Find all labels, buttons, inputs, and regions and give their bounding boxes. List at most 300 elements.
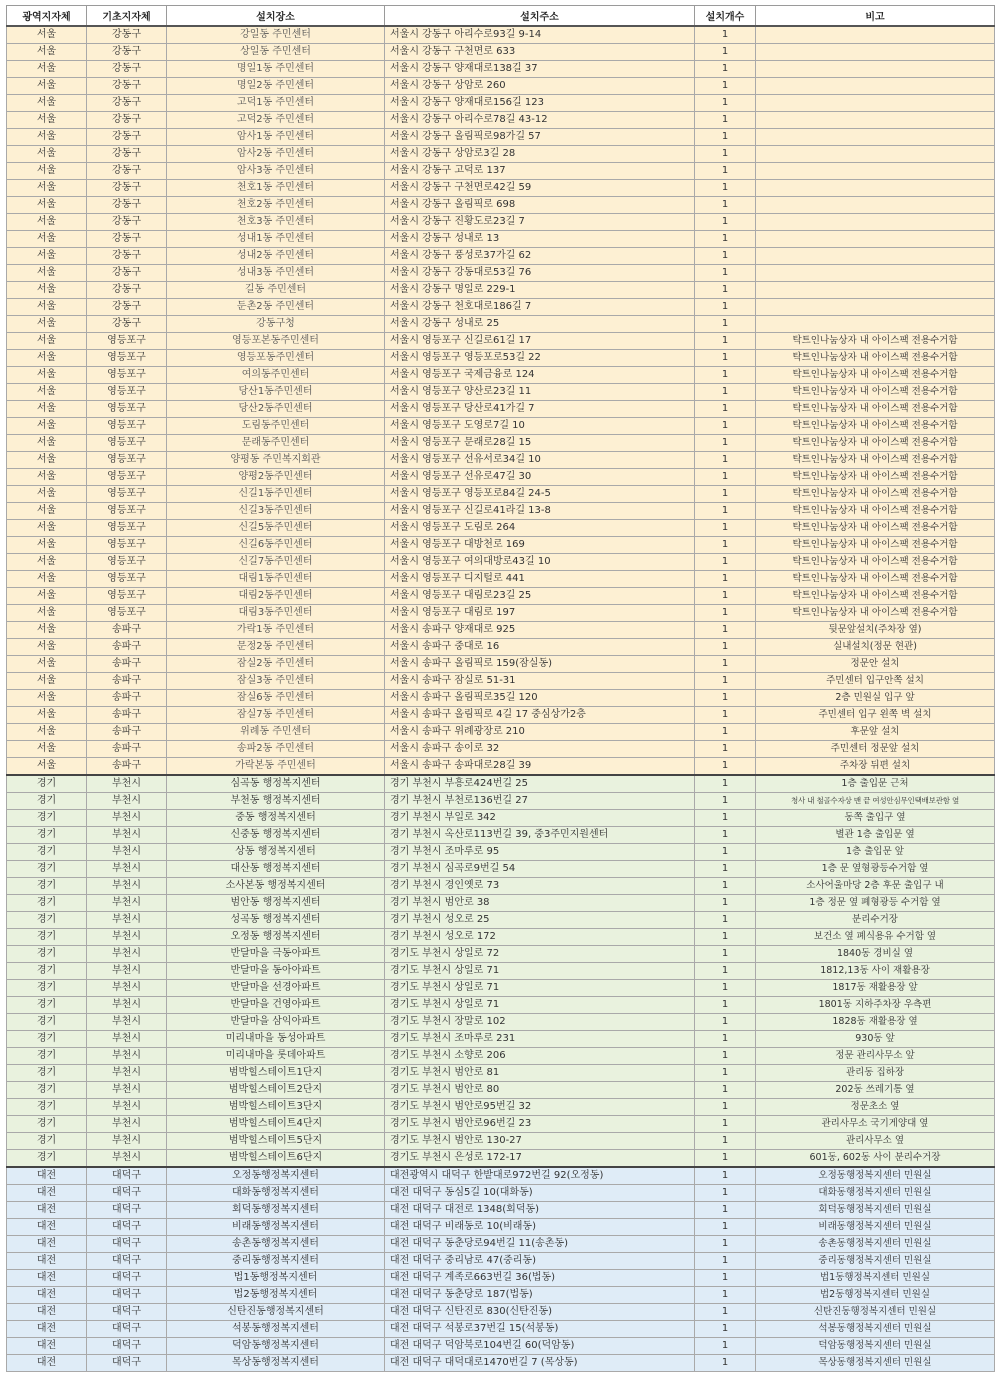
table-row — [7, 418, 995, 435]
header-address: 설치주소 — [385, 6, 695, 27]
cell-count: 1 — [695, 231, 756, 248]
table-row — [7, 180, 995, 197]
table-row — [7, 384, 995, 401]
cell-note: 관리사무소 국기게양대 옆 — [756, 1116, 995, 1133]
cell-local: 영등포구 — [87, 588, 167, 605]
cell-count: 1 — [695, 469, 756, 486]
cell-place: 명일2동 주민센터 — [167, 78, 385, 95]
cell-count: 1 — [695, 214, 756, 231]
cell-count: 1 — [695, 622, 756, 639]
table-row — [7, 537, 995, 554]
cell-local: 영등포구 — [87, 605, 167, 622]
cell-local: 부천시 — [87, 844, 167, 861]
cell-place: 송촌동행정복지센터 — [167, 1236, 385, 1253]
cell-local: 부천시 — [87, 1116, 167, 1133]
cell-address: 서울시 영등포구 신길로61길 17 — [385, 333, 695, 350]
cell-metro: 대전 — [7, 1355, 87, 1372]
cell-address: 서울시 송파구 중대로 16 — [385, 639, 695, 656]
table-row — [7, 435, 995, 452]
cell-metro: 경기 — [7, 775, 87, 793]
cell-place: 반달마을 건영아파트 — [167, 997, 385, 1014]
cell-address: 경기도 부천시 범안로 81 — [385, 1065, 695, 1082]
table-row — [7, 912, 995, 929]
cell-note: 202동 쓰레기통 옆 — [756, 1082, 995, 1099]
cell-note: 탁트인나눔상자 내 아이스팩 전용수거함 — [756, 588, 995, 605]
cell-note: 탁트인나눔상자 내 아이스팩 전용수거함 — [756, 503, 995, 520]
cell-place: 양평2동주민센터 — [167, 469, 385, 486]
cell-metro: 서울 — [7, 486, 87, 503]
cell-place: 도림동주민센터 — [167, 418, 385, 435]
cell-metro: 경기 — [7, 1099, 87, 1116]
cell-place: 가락본동 주민센터 — [167, 758, 385, 776]
cell-place: 대림2동주민센터 — [167, 588, 385, 605]
cell-note: 탁트인나눔상자 내 아이스팩 전용수거함 — [756, 350, 995, 367]
cell-local: 강동구 — [87, 26, 167, 44]
cell-count: 1 — [695, 1014, 756, 1031]
cell-address: 서울시 영등포구 선유로47길 30 — [385, 469, 695, 486]
cell-place: 잠실7동 주민센터 — [167, 707, 385, 724]
cell-address: 대전 대덕구 대전로 1348(회덕동) — [385, 1202, 695, 1219]
header-metro: 광역지자체 — [7, 6, 87, 27]
cell-address: 대전광역시 대덕구 한밭대로972번길 92(오정동) — [385, 1167, 695, 1185]
cell-address: 서울시 강동구 아리수로93길 9-14 — [385, 26, 695, 44]
table-row — [7, 946, 995, 963]
cell-place: 여의동주민센터 — [167, 367, 385, 384]
cell-metro: 경기 — [7, 844, 87, 861]
cell-local: 부천시 — [87, 946, 167, 963]
cell-local: 송파구 — [87, 741, 167, 758]
table-row — [7, 929, 995, 946]
cell-note: 회덕동행정복지센터 민원실 — [756, 1202, 995, 1219]
table-row — [7, 452, 995, 469]
cell-place: 성내3동 주민센터 — [167, 265, 385, 282]
cell-count: 1 — [695, 1321, 756, 1338]
cell-local: 강동구 — [87, 44, 167, 61]
table-row — [7, 78, 995, 95]
header-note: 비고 — [756, 6, 995, 27]
table-row — [7, 112, 995, 129]
cell-address: 서울시 강동구 구천면로 633 — [385, 44, 695, 61]
cell-address: 서울시 강동구 진황도로23길 7 — [385, 214, 695, 231]
header-place: 설치장소 — [167, 6, 385, 27]
cell-note — [756, 231, 995, 248]
cell-place: 당산2동주민센터 — [167, 401, 385, 418]
cell-place: 대림3동주민센터 — [167, 605, 385, 622]
table-row — [7, 741, 995, 758]
cell-note: 1812,13동 사이 재활용장 — [756, 963, 995, 980]
cell-place: 중동 행정복지센터 — [167, 810, 385, 827]
cell-local: 대덕구 — [87, 1338, 167, 1355]
cell-address: 서울시 송파구 올림픽로 159(잠실동) — [385, 656, 695, 673]
cell-local: 송파구 — [87, 622, 167, 639]
cell-local: 부천시 — [87, 827, 167, 844]
cell-address: 경기 부천시 옥산로113번길 39, 중3주민지원센터 — [385, 827, 695, 844]
cell-count: 1 — [695, 401, 756, 418]
cell-local: 부천시 — [87, 775, 167, 793]
cell-address: 경기도 부천시 범안로95번길 32 — [385, 1099, 695, 1116]
cell-place: 반달마을 동아아파트 — [167, 963, 385, 980]
cell-count: 1 — [695, 1355, 756, 1372]
cell-count: 1 — [695, 1270, 756, 1287]
cell-local: 부천시 — [87, 963, 167, 980]
cell-local: 대덕구 — [87, 1304, 167, 1321]
cell-metro: 서울 — [7, 231, 87, 248]
cell-address: 서울시 강동구 상암로3길 28 — [385, 146, 695, 163]
cell-note: 석봉동행정복지센터 민원실 — [756, 1321, 995, 1338]
cell-place: 회덕동행정복지센터 — [167, 1202, 385, 1219]
table-row — [7, 775, 995, 793]
cell-metro: 대전 — [7, 1167, 87, 1185]
cell-count: 1 — [695, 844, 756, 861]
cell-note: 탁트인나눔상자 내 아이스팩 전용수거함 — [756, 452, 995, 469]
cell-place: 심곡동 행정복지센터 — [167, 775, 385, 793]
table-row — [7, 163, 995, 180]
cell-metro: 경기 — [7, 1133, 87, 1150]
cell-address: 경기 부천시 경인옛로 73 — [385, 878, 695, 895]
cell-note: 덕암동행정복지센터 민원실 — [756, 1338, 995, 1355]
cell-address: 대전 대덕구 덕암북로104번길 60(덕암동) — [385, 1338, 695, 1355]
cell-local: 영등포구 — [87, 418, 167, 435]
table-row — [7, 1048, 995, 1065]
cell-count: 1 — [695, 827, 756, 844]
cell-count: 1 — [695, 452, 756, 469]
cell-place: 암사1동 주민센터 — [167, 129, 385, 146]
cell-count: 1 — [695, 1150, 756, 1168]
cell-count: 1 — [695, 316, 756, 333]
table-row — [7, 1065, 995, 1082]
cell-address: 서울시 강동구 명일로 229-1 — [385, 282, 695, 299]
cell-count: 1 — [695, 503, 756, 520]
cell-local: 강동구 — [87, 197, 167, 214]
table-row — [7, 895, 995, 912]
cell-metro: 서울 — [7, 112, 87, 129]
table-row — [7, 758, 995, 776]
cell-local: 대덕구 — [87, 1287, 167, 1304]
cell-place: 둔촌2동 주민센터 — [167, 299, 385, 316]
cell-metro: 서울 — [7, 350, 87, 367]
cell-address: 경기 부천시 부일로 342 — [385, 810, 695, 827]
cell-local: 대덕구 — [87, 1355, 167, 1372]
cell-note — [756, 248, 995, 265]
cell-place: 범박힐스테이트2단지 — [167, 1082, 385, 1099]
cell-place: 범박힐스테이트4단지 — [167, 1116, 385, 1133]
cell-local: 송파구 — [87, 656, 167, 673]
cell-count: 1 — [695, 1031, 756, 1048]
cell-place: 암사3동 주민센터 — [167, 163, 385, 180]
cell-place: 신길3동주민센터 — [167, 503, 385, 520]
cell-place: 송파2동 주민센터 — [167, 741, 385, 758]
cell-place: 미리내마을 롯데아파트 — [167, 1048, 385, 1065]
cell-count: 1 — [695, 367, 756, 384]
cell-place: 양평동 주민복지회관 — [167, 452, 385, 469]
cell-metro: 경기 — [7, 1014, 87, 1031]
cell-note: 정문초소 옆 — [756, 1099, 995, 1116]
cell-local: 강동구 — [87, 146, 167, 163]
cell-place: 암사2동 주민센터 — [167, 146, 385, 163]
cell-count: 1 — [695, 1048, 756, 1065]
cell-place: 덕암동행정복지센터 — [167, 1338, 385, 1355]
cell-place: 오정동 행정복지센터 — [167, 929, 385, 946]
table-row — [7, 486, 995, 503]
cell-note — [756, 78, 995, 95]
cell-place: 미리내마을 동성아파트 — [167, 1031, 385, 1048]
cell-place: 오정동행정복지센터 — [167, 1167, 385, 1185]
table-row — [7, 1287, 995, 1304]
cell-place: 범박힐스테이트3단지 — [167, 1099, 385, 1116]
cell-metro: 서울 — [7, 656, 87, 673]
cell-metro: 서울 — [7, 214, 87, 231]
cell-metro: 대전 — [7, 1304, 87, 1321]
cell-count: 1 — [695, 758, 756, 776]
cell-address: 서울시 송파구 올림픽로 4길 17 중심상가2층 — [385, 707, 695, 724]
cell-place: 성내2동 주민센터 — [167, 248, 385, 265]
cell-local: 영등포구 — [87, 486, 167, 503]
cell-local: 송파구 — [87, 673, 167, 690]
cell-address: 서울시 강동구 강동대로53길 76 — [385, 265, 695, 282]
cell-local: 영등포구 — [87, 367, 167, 384]
cell-metro: 서울 — [7, 452, 87, 469]
cell-address: 대전 대덕구 동춘당로94번길 11(송촌동) — [385, 1236, 695, 1253]
cell-address: 서울시 송파구 잠실로 51-31 — [385, 673, 695, 690]
cell-count: 1 — [695, 741, 756, 758]
cell-note: 탁트인나눔상자 내 아이스팩 전용수거함 — [756, 571, 995, 588]
cell-address: 서울시 강동구 상암로 260 — [385, 78, 695, 95]
cell-note: 탁트인나눔상자 내 아이스팩 전용수거함 — [756, 537, 995, 554]
cell-metro: 서울 — [7, 605, 87, 622]
cell-metro: 서울 — [7, 180, 87, 197]
cell-place: 상일동 주민센터 — [167, 44, 385, 61]
cell-address: 서울시 강동구 풍성로37가길 62 — [385, 248, 695, 265]
cell-note: 뒷문앞설치(주차장 옆) — [756, 622, 995, 639]
cell-local: 영등포구 — [87, 333, 167, 350]
cell-address: 서울시 영등포구 양산로23길 11 — [385, 384, 695, 401]
cell-local: 영등포구 — [87, 435, 167, 452]
cell-count: 1 — [695, 724, 756, 741]
cell-place: 범박힐스테이트6단지 — [167, 1150, 385, 1168]
table-row — [7, 350, 995, 367]
cell-count: 1 — [695, 571, 756, 588]
table-row — [7, 197, 995, 214]
table-row — [7, 95, 995, 112]
cell-metro: 경기 — [7, 861, 87, 878]
cell-count: 1 — [695, 775, 756, 793]
cell-address: 서울시 강동구 성내로 25 — [385, 316, 695, 333]
cell-note: 601동, 602동 사이 분리수거장 — [756, 1150, 995, 1168]
cell-count: 1 — [695, 1338, 756, 1355]
cell-place: 신중동 행정복지센터 — [167, 827, 385, 844]
cell-local: 강동구 — [87, 265, 167, 282]
cell-local: 영등포구 — [87, 571, 167, 588]
cell-local: 송파구 — [87, 707, 167, 724]
table-row — [7, 793, 995, 810]
cell-metro: 경기 — [7, 895, 87, 912]
cell-place: 강동구청 — [167, 316, 385, 333]
cell-count: 1 — [695, 946, 756, 963]
table-row — [7, 1116, 995, 1133]
cell-note: 탁트인나눔상자 내 아이스팩 전용수거함 — [756, 554, 995, 571]
cell-local: 강동구 — [87, 112, 167, 129]
cell-address: 서울시 영등포구 문래로28길 15 — [385, 435, 695, 452]
cell-count: 1 — [695, 248, 756, 265]
cell-address: 경기 부천시 성오로 25 — [385, 912, 695, 929]
cell-count: 1 — [695, 537, 756, 554]
cell-metro: 서울 — [7, 537, 87, 554]
cell-address: 서울시 영등포구 대림로 197 — [385, 605, 695, 622]
cell-metro: 대전 — [7, 1185, 87, 1202]
cell-address: 서울시 영등포구 여의대방로43길 10 — [385, 554, 695, 571]
table-row — [7, 844, 995, 861]
table-row — [7, 1133, 995, 1150]
cell-metro: 서울 — [7, 741, 87, 758]
cell-local: 대덕구 — [87, 1185, 167, 1202]
cell-place: 대산동 행정복지센터 — [167, 861, 385, 878]
cell-place: 반달마을 삼익아파트 — [167, 1014, 385, 1031]
cell-note: 소사어울마당 2층 후문 출입구 내 — [756, 878, 995, 895]
table-row — [7, 265, 995, 282]
table-row — [7, 980, 995, 997]
cell-metro: 서울 — [7, 95, 87, 112]
cell-local: 영등포구 — [87, 469, 167, 486]
cell-place: 고덕2동 주민센터 — [167, 112, 385, 129]
cell-metro: 서울 — [7, 707, 87, 724]
table-row — [7, 1236, 995, 1253]
collection-site-table — [6, 5, 995, 1372]
table-row — [7, 1304, 995, 1321]
cell-place: 천호2동 주민센터 — [167, 197, 385, 214]
cell-metro: 서울 — [7, 163, 87, 180]
table-row — [7, 810, 995, 827]
cell-note — [756, 197, 995, 214]
cell-local: 부천시 — [87, 1031, 167, 1048]
cell-count: 1 — [695, 1116, 756, 1133]
cell-metro: 대전 — [7, 1219, 87, 1236]
cell-local: 부천시 — [87, 1133, 167, 1150]
cell-metro: 서울 — [7, 724, 87, 741]
cell-place: 잠실6동 주민센터 — [167, 690, 385, 707]
cell-count: 1 — [695, 61, 756, 78]
cell-metro: 서울 — [7, 673, 87, 690]
cell-place: 목상동행정복지센터 — [167, 1355, 385, 1372]
cell-place: 천호3동 주민센터 — [167, 214, 385, 231]
cell-local: 대덕구 — [87, 1253, 167, 1270]
cell-place: 신길6동주민센터 — [167, 537, 385, 554]
cell-address: 경기도 부천시 장말로 102 — [385, 1014, 695, 1031]
cell-note: 주민센터 정문앞 설치 — [756, 741, 995, 758]
cell-count: 1 — [695, 639, 756, 656]
cell-metro: 경기 — [7, 1048, 87, 1065]
cell-metro: 경기 — [7, 878, 87, 895]
cell-metro: 서울 — [7, 299, 87, 316]
cell-count: 1 — [695, 861, 756, 878]
cell-local: 부천시 — [87, 810, 167, 827]
cell-count: 1 — [695, 929, 756, 946]
cell-note: 별관 1층 출입문 옆 — [756, 827, 995, 844]
cell-count: 1 — [695, 912, 756, 929]
cell-count: 1 — [695, 1065, 756, 1082]
cell-count: 1 — [695, 486, 756, 503]
cell-note — [756, 112, 995, 129]
cell-address: 경기도 부천시 범안로96번길 23 — [385, 1116, 695, 1133]
table-row — [7, 690, 995, 707]
table-row — [7, 333, 995, 350]
cell-count: 1 — [695, 1253, 756, 1270]
cell-local: 부천시 — [87, 1082, 167, 1099]
cell-local: 영등포구 — [87, 350, 167, 367]
cell-address: 경기 부천시 조마루로 95 — [385, 844, 695, 861]
cell-place: 반달마을 선경아파트 — [167, 980, 385, 997]
cell-note: 신탄진동행정복지센터 민원실 — [756, 1304, 995, 1321]
table-row — [7, 1338, 995, 1355]
cell-place: 가락1동 주민센터 — [167, 622, 385, 639]
cell-place: 신길1동주민센터 — [167, 486, 385, 503]
table-row — [7, 588, 995, 605]
cell-address: 서울시 강동구 올림픽로 698 — [385, 197, 695, 214]
cell-address: 서울시 영등포구 당산로41가길 7 — [385, 401, 695, 418]
cell-local: 영등포구 — [87, 503, 167, 520]
cell-address: 서울시 영등포구 대림로23길 25 — [385, 588, 695, 605]
cell-note: 탁트인나눔상자 내 아이스팩 전용수거함 — [756, 401, 995, 418]
cell-local: 부천시 — [87, 1099, 167, 1116]
cell-place: 범박힐스테이트1단지 — [167, 1065, 385, 1082]
cell-metro: 서울 — [7, 418, 87, 435]
cell-local: 대덕구 — [87, 1202, 167, 1219]
cell-address: 서울시 강동구 올림픽로98가길 57 — [385, 129, 695, 146]
cell-count: 1 — [695, 707, 756, 724]
cell-note: 1층 정문 옆 폐형광등 수거함 옆 — [756, 895, 995, 912]
cell-place: 성내1동 주민센터 — [167, 231, 385, 248]
cell-address: 경기도 부천시 소향로 206 — [385, 1048, 695, 1065]
table-row — [7, 878, 995, 895]
cell-place: 신탄진동행정복지센터 — [167, 1304, 385, 1321]
cell-place: 영등포동주민센터 — [167, 350, 385, 367]
cell-note: 법2동행정복지센터 민원실 — [756, 1287, 995, 1304]
cell-note: 정문안 설치 — [756, 656, 995, 673]
cell-address: 서울시 강동구 아리수로78길 43-12 — [385, 112, 695, 129]
table-row — [7, 61, 995, 78]
table-row — [7, 282, 995, 299]
cell-count: 1 — [695, 895, 756, 912]
table-row — [7, 231, 995, 248]
cell-count: 1 — [695, 878, 756, 895]
cell-count: 1 — [695, 980, 756, 997]
cell-note: 동쪽 출입구 옆 — [756, 810, 995, 827]
cell-note: 실내설치(정문 현관) — [756, 639, 995, 656]
table-row — [7, 1099, 995, 1116]
cell-place: 법1동행정복지센터 — [167, 1270, 385, 1287]
cell-address: 서울시 영등포구 도림로 264 — [385, 520, 695, 537]
cell-count: 1 — [695, 1167, 756, 1185]
table-row — [7, 469, 995, 486]
header-count: 설치개수 — [695, 6, 756, 27]
cell-place: 천호1동 주민센터 — [167, 180, 385, 197]
cell-address: 경기 부천시 심곡로9번길 54 — [385, 861, 695, 878]
cell-note: 목상동행정복지센터 민원실 — [756, 1355, 995, 1372]
cell-place: 명일1동 주민센터 — [167, 61, 385, 78]
cell-place: 범박힐스테이트5단지 — [167, 1133, 385, 1150]
cell-place: 길동 주민센터 — [167, 282, 385, 299]
cell-note — [756, 214, 995, 231]
cell-address: 서울시 송파구 위례광장로 210 — [385, 724, 695, 741]
cell-address: 서울시 강동구 구천면로42길 59 — [385, 180, 695, 197]
cell-place: 대림1동주민센터 — [167, 571, 385, 588]
header-local: 기초지자체 — [87, 6, 167, 27]
cell-count: 1 — [695, 605, 756, 622]
cell-local: 강동구 — [87, 95, 167, 112]
cell-local: 강동구 — [87, 231, 167, 248]
cell-note — [756, 95, 995, 112]
cell-address: 서울시 강동구 성내로 13 — [385, 231, 695, 248]
cell-metro: 서울 — [7, 520, 87, 537]
